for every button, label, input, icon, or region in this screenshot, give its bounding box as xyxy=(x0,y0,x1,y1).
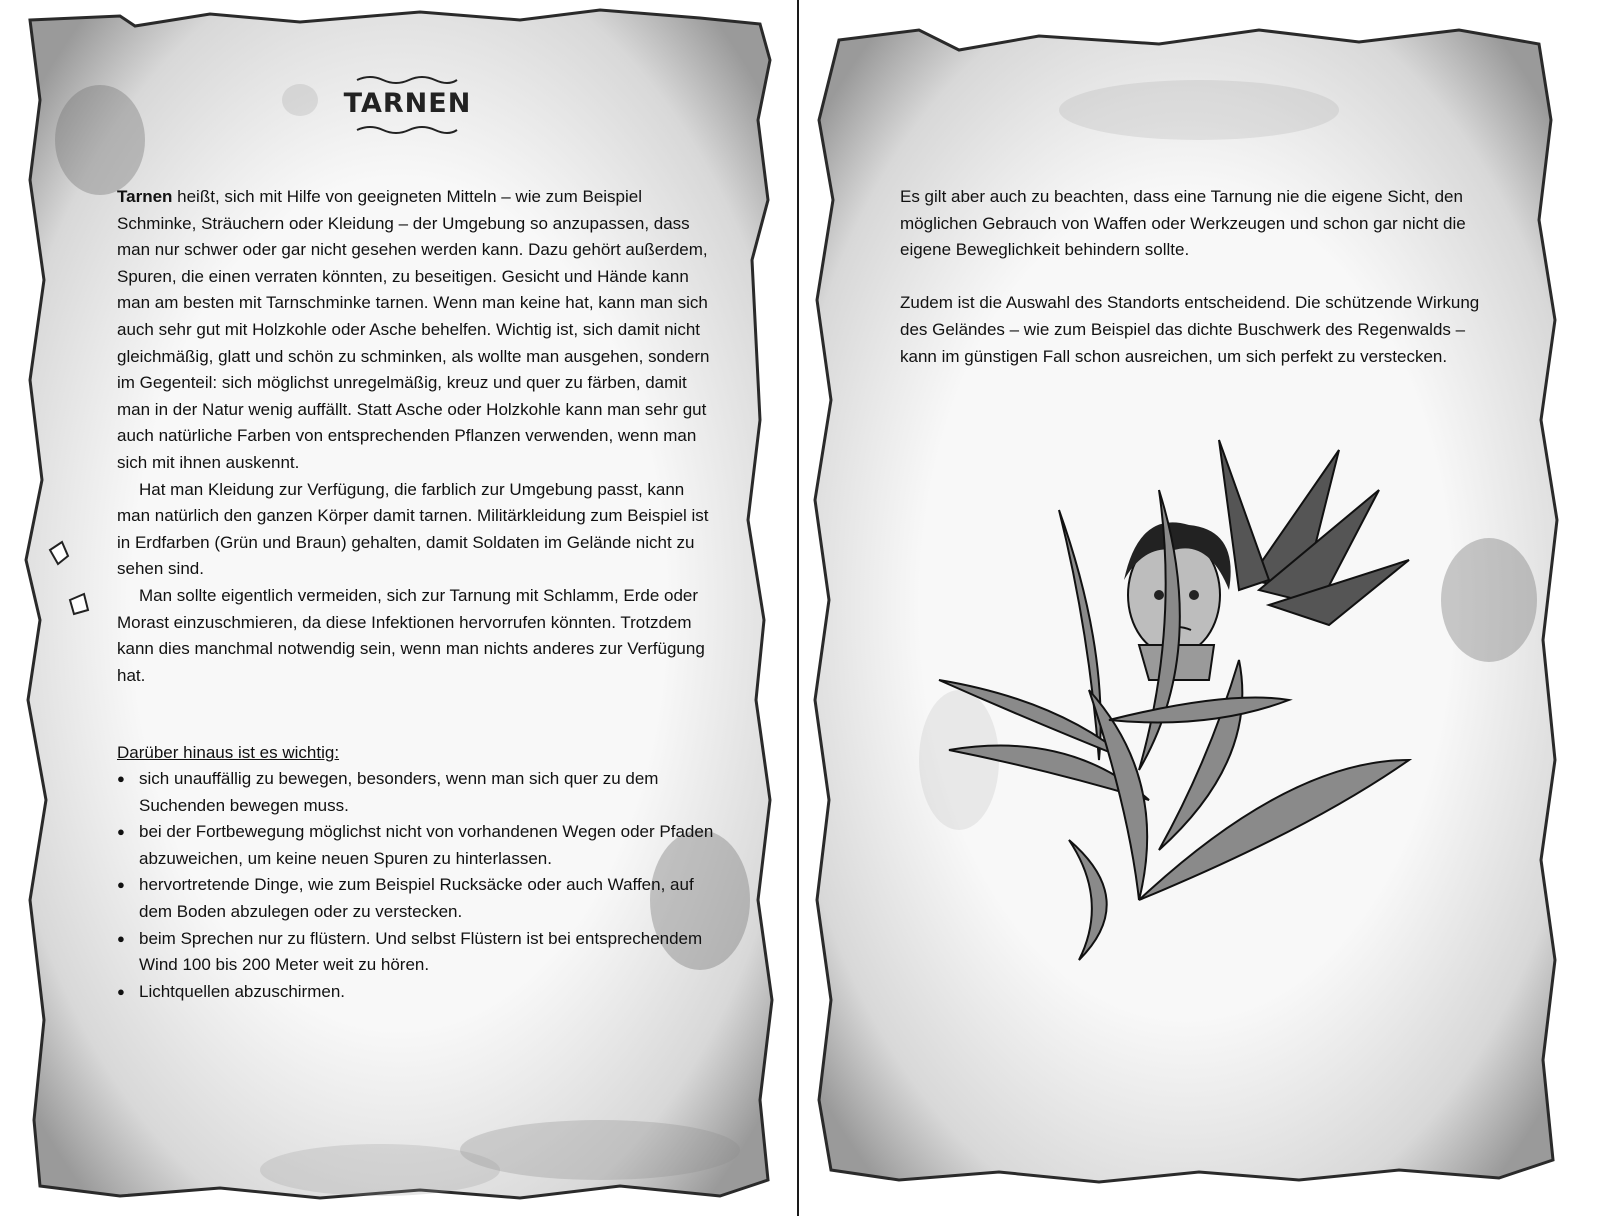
list-item: ● beim Sprechen nur zu flüstern. Und selbst Flüstern ist bei entsprechendem Wind 100 bis 200 Meter weit zu hören. xyxy=(117,926,717,979)
location-paragraph: Zudem ist die Auswahl des Standorts entscheidend. Die schützende Wirkung des Geländes – wie zum Beispiel das dichte Buschwerk des Regenwalds – kann im günstigen Fall schon ausreichen, um sich perfekt zu verstecken. xyxy=(900,293,1480,366)
intro-paragraph xyxy=(117,184,715,477)
list-item: ● Lichtquellen abzuschirmen. xyxy=(117,979,717,1006)
list-item: ● bei der Fortbewegung möglichst nicht von vorhandenen Wegen oder Pfaden abzuweichen, um keine neuen Spuren zu hinterlassen. xyxy=(117,819,717,872)
clothing-paragraph: Hat man Kleidung zur Verfügung, die farblich zur Umgebung passt, kann man natürlich den ganzen Körper damit tarnen. Militärkleidung zum Beispiel ist in Erdfarben (Grün und Braun) gehalten, damit Soldaten im Gelände nicht zu sehen sind. xyxy=(117,479,709,579)
intro-term: Tarnen xyxy=(117,187,173,206)
mud-paragraph: Man sollte eigentlich vermeiden, sich zur Tarnung mit Schlamm, Erde oder Morast einzuschmieren, da diese Infektionen hervorrufen könnten. Trotzdem kann dies manchmal notwendig sein, wenn man nichts anderes zur Verfügung hat. xyxy=(117,585,705,685)
right-body-text xyxy=(900,184,1480,370)
left-page xyxy=(0,0,797,1216)
right-page xyxy=(799,0,1596,1216)
tips-list xyxy=(117,766,717,1005)
title-wave-top xyxy=(355,74,459,86)
jungle-hideout-illustration xyxy=(909,430,1429,990)
left-body-text xyxy=(117,184,715,689)
list-heading: Darüber hinaus ist es wichtig: xyxy=(117,743,340,762)
intro-text: heißt, sich mit Hilfe von geeigneten Mitteln – wie zum Beispiel Schminke, Sträuchern oder Kleidung – der Umgebung so anzupassen, dass man nur schwer oder gar nicht gesehen werden kann. Dazu gehört außerdem, Spuren, die einen verraten könnten, zu beseitigen. Gesicht und Hände kann man am besten mit Tarnschminke tarnen. Wenn man keine hat, kann man sich auch sehr gut mit Holzkohle oder Asche behelfen. Wichtig ist, sich damit nicht gleichmäßig, glatt und schön zu schminken, als wollte man ausgehen, sondern im Gegenteil: sich möglichst unregelmäßig, kreuz und quer zu färben, damit man in der Natur wenig auffällt. Statt Asche oder Holzkohle kann man sehr gut auch natürliche Farben von entsprechenden Pflanzen verwenden, wenn man sich mit ihnen auskennt. xyxy=(117,187,710,472)
visibility-paragraph: Es gilt aber auch zu beachten, dass eine Tarnung nie die eigene Sicht, den möglichen Gebrauch von Waffen oder Werkzeugen und schon gar nicht die eigene Beweglichkeit behindern sollte. xyxy=(900,187,1466,260)
list-item: ● hervortretende Dinge, wie zum Beispiel Rucksäcke oder auch Waffen, auf dem Boden abzulegen oder zu verstecken. xyxy=(117,872,717,925)
page-title: TARNEN xyxy=(343,88,472,119)
list-item: ● sich unauffällig zu bewegen, besonders, wenn man sich quer zu dem Suchenden bewegen muss. xyxy=(117,766,717,819)
title-wave-bottom xyxy=(355,124,459,136)
